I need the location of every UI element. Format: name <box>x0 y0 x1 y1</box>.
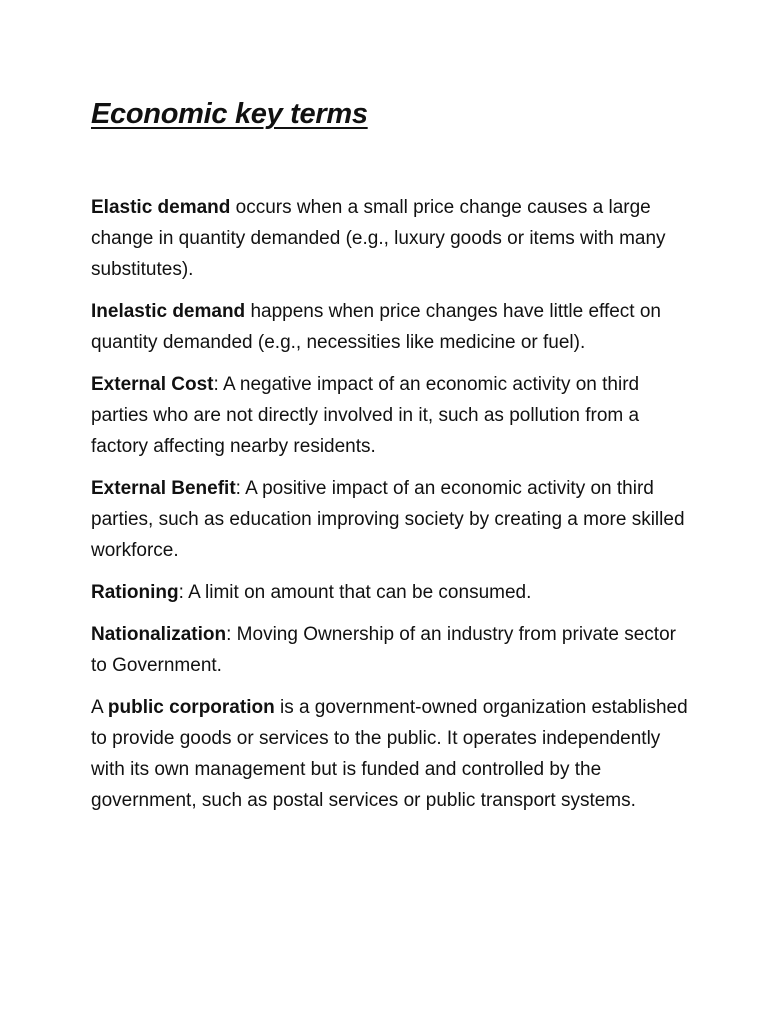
definition-rationing: : A limit on amount that can be consumed. <box>178 582 532 603</box>
document-title: Economic key terms <box>91 98 368 130</box>
paragraph-rationing <box>91 577 691 608</box>
term-external-benefit: External Benefit <box>91 478 236 499</box>
term-external-cost: External Cost <box>91 374 214 395</box>
definition-elastic-demand: occurs when a small price change causes a large change in quantity demanded (e.g., luxury goods or items with many substitutes). <box>91 197 666 280</box>
definition-inelastic-demand: happens when price changes have little effect on quantity demanded (e.g., necessities like medicine or fuel). <box>91 301 661 353</box>
term-rationing: Rationing <box>91 582 179 603</box>
definition-nationalization: : Moving Ownership of an industry from private sector to Government. <box>91 624 676 676</box>
paragraph-public-corporation <box>91 692 691 816</box>
paragraph-nationalization <box>91 619 691 681</box>
paragraph-inelastic-demand <box>91 296 691 358</box>
term-nationalization: Nationalization <box>91 624 227 645</box>
term-public-corporation: public corporation <box>107 697 275 718</box>
definition-external-benefit: : A positive impact of an economic activity on third parties, such as education improving society by creating a more skilled workforce. <box>91 478 685 561</box>
paragraph-external-cost <box>91 369 691 462</box>
definition-external-cost: : A negative impact of an economic activity on third parties who are not directly involved in it, such as pollution from a factory affecting nearby residents. <box>91 374 640 457</box>
document-body <box>91 192 691 827</box>
definition-public-corporation: is a government-owned organization established to provide goods or services to the public. It operates independently with its own management but is funded and controlled by the government, such as postal services or public transport systems. <box>91 697 688 811</box>
term-inelastic-demand: Inelastic demand <box>91 301 246 322</box>
paragraph-prefix: A <box>91 697 108 718</box>
term-elastic-demand: Elastic demand <box>91 197 231 218</box>
paragraph-external-benefit <box>91 473 691 566</box>
paragraph-elastic-demand <box>91 192 691 285</box>
